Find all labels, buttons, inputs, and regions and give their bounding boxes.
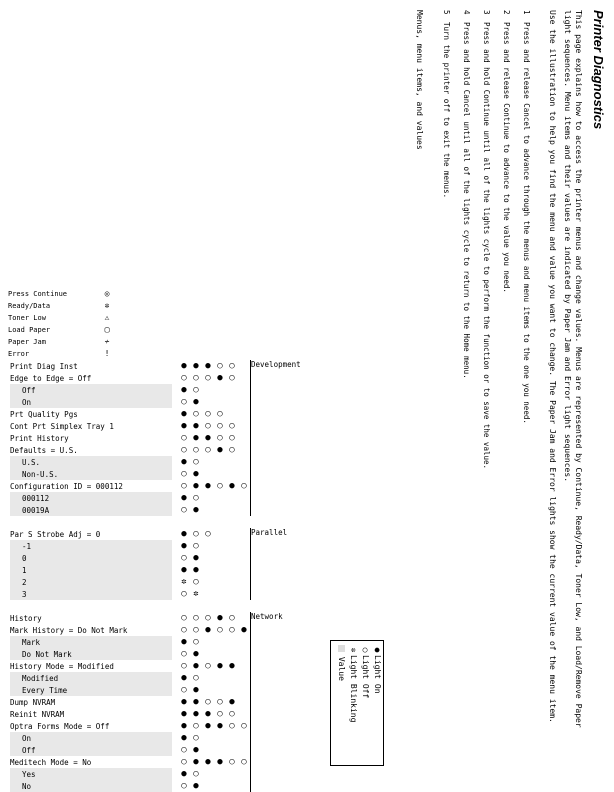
light-cell xyxy=(238,708,251,720)
step-number: 1 xyxy=(522,10,531,15)
light-cell xyxy=(238,396,251,408)
light-cell: ○ xyxy=(193,529,199,539)
row-label: 2 xyxy=(10,576,172,588)
light-cell: ● xyxy=(205,361,211,371)
light-name: Press Continue xyxy=(8,290,68,298)
light-cell xyxy=(226,768,238,780)
light-cell: ○ xyxy=(193,625,199,635)
light-cell xyxy=(202,468,214,480)
light-cell: ○ xyxy=(241,757,247,767)
light-cell: ○ xyxy=(181,445,187,455)
light-cell: ○ xyxy=(217,361,223,371)
row-label: Mark History = Do Not Mark xyxy=(10,625,128,635)
light-cell: ○ xyxy=(181,589,187,599)
table-row xyxy=(10,612,301,624)
light-cell xyxy=(238,732,251,744)
step-text: Press and release Cancel to advance through the menus and menu items to the one you need. xyxy=(522,22,531,424)
light-cell: ● xyxy=(193,553,199,563)
menus-label: Menus, menu items, and values xyxy=(415,10,424,150)
light-cell: ○ xyxy=(217,709,223,719)
light-cell: ● xyxy=(181,637,187,647)
light-cell: ○ xyxy=(229,709,235,719)
light-cell: ● xyxy=(205,433,211,443)
row-label: Reinit NVRAM xyxy=(10,709,65,719)
light-name: Toner Low xyxy=(8,314,46,322)
light-cell xyxy=(238,696,251,708)
light-cell: ○ xyxy=(217,433,223,443)
light-cell xyxy=(214,744,226,756)
light-cell: ● xyxy=(205,757,211,767)
light-cell: ● xyxy=(193,433,199,443)
light-cell: ✲ xyxy=(193,589,199,599)
legend-item xyxy=(335,641,347,765)
light-icon: ◎ xyxy=(104,289,110,298)
light-cell xyxy=(214,504,226,516)
light-cell: ● xyxy=(229,697,235,707)
light-cell: ● xyxy=(181,565,187,575)
light-cell xyxy=(238,492,251,504)
light-cell xyxy=(214,576,226,588)
light-cell xyxy=(238,648,251,660)
legend-label: Light Blinking xyxy=(349,655,358,723)
light-cell: ● xyxy=(181,721,187,731)
step-number: 5 xyxy=(442,10,451,15)
legend-symbol: ● xyxy=(373,647,382,653)
light-cell xyxy=(226,588,238,600)
light-cell: ○ xyxy=(229,625,235,635)
light-icon: ▢ xyxy=(104,325,110,334)
light-cell: ○ xyxy=(181,505,187,515)
light-cell xyxy=(226,528,238,540)
light-cell: ○ xyxy=(181,397,187,407)
row-label: Yes xyxy=(10,768,172,780)
light-cell xyxy=(226,780,238,792)
light-cell xyxy=(226,552,238,564)
row-label: 0 xyxy=(10,552,172,564)
light-cell xyxy=(226,396,238,408)
light-cell: ○ xyxy=(193,493,199,503)
light-cell xyxy=(202,684,214,696)
light-cell: ○ xyxy=(205,445,211,455)
step-item xyxy=(516,10,536,750)
light-cell: ● xyxy=(193,781,199,791)
light-cell: ○ xyxy=(217,697,223,707)
step-text: Press and hold Continue until all of the lights cycle to perform the function or to save the value. xyxy=(482,22,491,470)
light-cell: ○ xyxy=(229,445,235,455)
light-cell: ○ xyxy=(193,457,199,467)
light-cell: ○ xyxy=(181,373,187,383)
legend-label: Value xyxy=(337,656,346,681)
light-cell: ● xyxy=(217,445,223,455)
light-cell: ✲ xyxy=(181,577,187,587)
step-item xyxy=(496,10,516,750)
light-cell xyxy=(202,456,214,468)
light-icon: ! xyxy=(104,349,110,358)
light-cell: ○ xyxy=(205,409,211,419)
light-cell: ○ xyxy=(241,481,247,491)
light-cell: ○ xyxy=(193,445,199,455)
light-cell xyxy=(226,648,238,660)
light-cell: ○ xyxy=(217,421,223,431)
light-cell: ● xyxy=(181,673,187,683)
light-cell: ● xyxy=(181,493,187,503)
step-item xyxy=(436,10,456,750)
light-cell xyxy=(238,444,251,456)
menu-table xyxy=(10,360,301,792)
row-label: Every Time xyxy=(10,684,172,696)
light-cell: ○ xyxy=(181,745,187,755)
row-label: Off xyxy=(10,384,172,396)
light-cell: ● xyxy=(193,565,199,575)
light-cell: ● xyxy=(193,481,199,491)
light-cell: ○ xyxy=(181,613,187,623)
legend-label: Light Off xyxy=(361,655,370,699)
light-cell: ● xyxy=(181,697,187,707)
light-name: Paper Jam xyxy=(8,338,46,346)
legend-label: Light On xyxy=(373,655,382,694)
row-label: Prt Quality Pgs xyxy=(10,409,78,419)
light-cell xyxy=(238,636,251,648)
light-cell xyxy=(238,432,251,444)
light-cell: ● xyxy=(217,373,223,383)
step-number: 4 xyxy=(462,10,471,15)
light-cell: ○ xyxy=(193,409,199,419)
light-cell xyxy=(214,636,226,648)
row-label: Cont Prt Simplex Tray 1 xyxy=(10,421,114,431)
row-label: No xyxy=(10,780,172,792)
light-cell xyxy=(202,648,214,660)
light-cell: ○ xyxy=(193,577,199,587)
light-cell: ● xyxy=(205,481,211,491)
light-cell xyxy=(214,780,226,792)
light-cell xyxy=(202,492,214,504)
light-cell: ● xyxy=(193,745,199,755)
intro-text: This page explains how to access the printer menus and change values. Menus are represented by Continue, Ready/Data, Toner Low, and Load/Remove Paper light sequences. Menu items and their values are indicated by Paper Jam and Error light sequences. xyxy=(563,10,583,728)
light-cell: ○ xyxy=(193,541,199,551)
legend-symbol: ○ xyxy=(361,647,370,653)
light-cell: ○ xyxy=(193,721,199,731)
light-cell: ○ xyxy=(181,661,187,671)
light-cell xyxy=(202,744,214,756)
light-cell: ● xyxy=(217,613,223,623)
light-cell: ● xyxy=(193,697,199,707)
step-text: Press and release Continue to advance to the value you need. xyxy=(502,22,511,293)
light-cell xyxy=(202,768,214,780)
row-label: U.S. xyxy=(10,456,172,468)
light-cell xyxy=(226,744,238,756)
light-cell xyxy=(202,780,214,792)
light-cell: ● xyxy=(193,397,199,407)
steps-intro: Use the illustration to help you find the menu and value you want to change. The Paper Jam and Error lights show the current value of the menu item. xyxy=(548,10,557,723)
row-label: 3 xyxy=(10,588,172,600)
light-cell xyxy=(214,684,226,696)
value-swatch xyxy=(338,645,345,652)
row-label: -1 xyxy=(10,540,172,552)
light-cell: ○ xyxy=(193,613,199,623)
light-cell xyxy=(214,468,226,480)
light-cell xyxy=(238,360,251,372)
light-cell xyxy=(226,468,238,480)
step-item xyxy=(456,10,476,750)
light-cell xyxy=(238,564,251,576)
light-cell xyxy=(214,564,226,576)
light-cell: ○ xyxy=(205,661,211,671)
light-cell xyxy=(238,588,251,600)
light-cell: ● xyxy=(205,721,211,731)
light-cell xyxy=(202,384,214,396)
light-cell: ● xyxy=(181,709,187,719)
light-cell: ● xyxy=(217,721,223,731)
row-label: Do Not Mark xyxy=(10,648,172,660)
light-cell xyxy=(238,540,251,552)
light-name: Error xyxy=(8,350,30,358)
row-label: Optra Forms Mode = Off xyxy=(10,721,110,731)
light-cell xyxy=(238,456,251,468)
row-label: 000112 xyxy=(10,492,172,504)
light-cell xyxy=(202,564,214,576)
light-cell: ○ xyxy=(205,529,211,539)
light-cell: ● xyxy=(181,457,187,467)
light-cell xyxy=(202,636,214,648)
light-cell: ● xyxy=(181,409,187,419)
light-cell: ● xyxy=(229,481,235,491)
light-cell xyxy=(226,384,238,396)
light-cell: ● xyxy=(217,757,223,767)
light-cell: ● xyxy=(229,661,235,671)
light-cell xyxy=(238,576,251,588)
light-cell: ● xyxy=(193,361,199,371)
light-icon: ✲ xyxy=(104,301,110,310)
row-label: History xyxy=(10,613,42,623)
light-cell xyxy=(214,396,226,408)
light-cell xyxy=(202,576,214,588)
light-cell xyxy=(238,372,251,384)
light-cell xyxy=(238,612,251,624)
light-cell: ● xyxy=(181,769,187,779)
step-text: Turn the printer off to exit the menus. xyxy=(442,22,451,199)
row-label: Print History xyxy=(10,433,69,443)
light-cell xyxy=(214,456,226,468)
section-name: Parallel xyxy=(251,528,301,600)
light-cell: ○ xyxy=(181,685,187,695)
legend-symbol: ✲ xyxy=(349,647,358,653)
light-cell: ○ xyxy=(181,481,187,491)
light-icon: ≁ xyxy=(104,337,110,346)
light-cell: ● xyxy=(241,625,247,635)
row-label: On xyxy=(10,732,172,744)
step-item xyxy=(476,10,496,750)
row-label: On xyxy=(10,396,172,408)
light-cell xyxy=(202,588,214,600)
light-cell: ○ xyxy=(205,613,211,623)
light-cell xyxy=(238,744,251,756)
light-cell: ○ xyxy=(229,613,235,623)
light-cell: ● xyxy=(193,421,199,431)
legend xyxy=(330,640,384,766)
light-cell: ● xyxy=(181,733,187,743)
light-cell: ○ xyxy=(181,433,187,443)
light-cell: ○ xyxy=(193,673,199,683)
light-cell: ○ xyxy=(217,481,223,491)
step-number: 2 xyxy=(502,10,511,15)
light-icon: ⚠ xyxy=(104,313,110,322)
light-cell: ● xyxy=(193,505,199,515)
light-cell xyxy=(238,504,251,516)
light-cell xyxy=(214,384,226,396)
light-cell xyxy=(238,768,251,780)
light-cell xyxy=(226,672,238,684)
light-cell xyxy=(202,552,214,564)
light-cell: ○ xyxy=(229,757,235,767)
light-cell xyxy=(202,672,214,684)
light-cell: ○ xyxy=(193,373,199,383)
row-label: Print Diag Inst xyxy=(10,361,78,371)
light-cell: ● xyxy=(205,709,211,719)
light-cell xyxy=(202,504,214,516)
section-name: Development xyxy=(251,360,301,516)
light-cell: ● xyxy=(193,709,199,719)
light-cell: ● xyxy=(193,661,199,671)
steps-list xyxy=(436,10,536,750)
light-cell: ● xyxy=(181,541,187,551)
light-cell: ● xyxy=(193,757,199,767)
light-cell xyxy=(214,540,226,552)
page-title: Printer Diagnostics xyxy=(591,10,606,130)
light-cell: ● xyxy=(181,361,187,371)
light-cell xyxy=(238,552,251,564)
light-cell: ● xyxy=(205,625,211,635)
light-cell xyxy=(214,768,226,780)
row-label: Modified xyxy=(10,672,172,684)
legend-item xyxy=(359,641,371,765)
light-cell xyxy=(226,732,238,744)
light-cell: ● xyxy=(193,649,199,659)
light-cell: ○ xyxy=(181,781,187,791)
table-row xyxy=(10,528,301,540)
light-cell: ○ xyxy=(181,553,187,563)
step-text: Press and hold Cancel until all of the lights cycle to return to the Home menu. xyxy=(462,22,471,379)
light-cell: ○ xyxy=(181,649,187,659)
light-cell: ○ xyxy=(229,361,235,371)
light-cell xyxy=(202,540,214,552)
light-cell: ● xyxy=(181,385,187,395)
light-cell xyxy=(214,588,226,600)
light-cell xyxy=(238,468,251,480)
light-cell xyxy=(238,780,251,792)
light-cell: ○ xyxy=(205,697,211,707)
light-cell xyxy=(238,672,251,684)
light-cell: ○ xyxy=(241,721,247,731)
light-cell xyxy=(214,672,226,684)
light-cell xyxy=(238,528,251,540)
light-cell: ○ xyxy=(193,769,199,779)
light-cell xyxy=(226,456,238,468)
light-cell xyxy=(214,552,226,564)
light-cell: ○ xyxy=(181,757,187,767)
light-cell: ○ xyxy=(229,721,235,731)
row-label: 00019A xyxy=(10,504,172,516)
step-number: 3 xyxy=(482,10,491,15)
light-cell: ○ xyxy=(181,469,187,479)
light-cell xyxy=(238,408,251,420)
light-cell xyxy=(214,732,226,744)
light-cell xyxy=(226,492,238,504)
legend-item xyxy=(371,641,383,765)
light-cell xyxy=(226,408,238,420)
row-label: Defaults = U.S. xyxy=(10,445,78,455)
light-cell: ○ xyxy=(229,421,235,431)
light-cell: ○ xyxy=(229,433,235,443)
light-cell xyxy=(226,684,238,696)
row-label: Mark xyxy=(10,636,172,648)
light-names xyxy=(8,288,67,360)
light-cell xyxy=(202,396,214,408)
row-label: Non-U.S. xyxy=(10,468,172,480)
light-cell xyxy=(238,384,251,396)
light-cell: ○ xyxy=(181,625,187,635)
row-label: 1 xyxy=(10,564,172,576)
legend-item xyxy=(347,641,359,765)
section-name: Network xyxy=(251,612,301,792)
light-cell xyxy=(238,660,251,672)
light-cell xyxy=(202,732,214,744)
light-cell: ● xyxy=(217,661,223,671)
light-cell: ○ xyxy=(217,409,223,419)
row-label: Meditech Mode = No xyxy=(10,757,92,767)
light-cell xyxy=(238,684,251,696)
table-row xyxy=(10,360,301,372)
light-cell: ○ xyxy=(205,373,211,383)
light-cell xyxy=(226,540,238,552)
row-label: Par S Strobe Adj = 0 xyxy=(10,529,101,539)
row-label: History Mode = Modified xyxy=(10,661,114,671)
row-label: Dump NVRAM xyxy=(10,697,56,707)
light-cell: ○ xyxy=(229,373,235,383)
light-cell xyxy=(226,564,238,576)
spacer xyxy=(10,600,301,612)
row-label: Configuration ID = 000112 xyxy=(10,481,123,491)
light-cell xyxy=(214,528,226,540)
light-cell: ○ xyxy=(193,733,199,743)
light-cell: ● xyxy=(193,685,199,695)
light-cell: ● xyxy=(181,421,187,431)
light-cell xyxy=(214,492,226,504)
light-cell xyxy=(226,636,238,648)
light-cell: ● xyxy=(193,469,199,479)
light-cell: ○ xyxy=(205,421,211,431)
row-label: Off xyxy=(10,744,172,756)
light-cell: ○ xyxy=(193,385,199,395)
light-cell: ● xyxy=(181,529,187,539)
light-cell xyxy=(214,648,226,660)
light-cell xyxy=(238,420,251,432)
light-cell: ○ xyxy=(193,637,199,647)
row-label: Edge to Edge = Off xyxy=(10,373,92,383)
light-name: Load Paper xyxy=(8,326,51,334)
light-icons xyxy=(100,288,114,360)
light-cell xyxy=(226,504,238,516)
light-cell: ○ xyxy=(217,625,223,635)
light-cell xyxy=(226,576,238,588)
spacer xyxy=(10,516,301,528)
light-name: Ready/Data xyxy=(8,302,51,310)
